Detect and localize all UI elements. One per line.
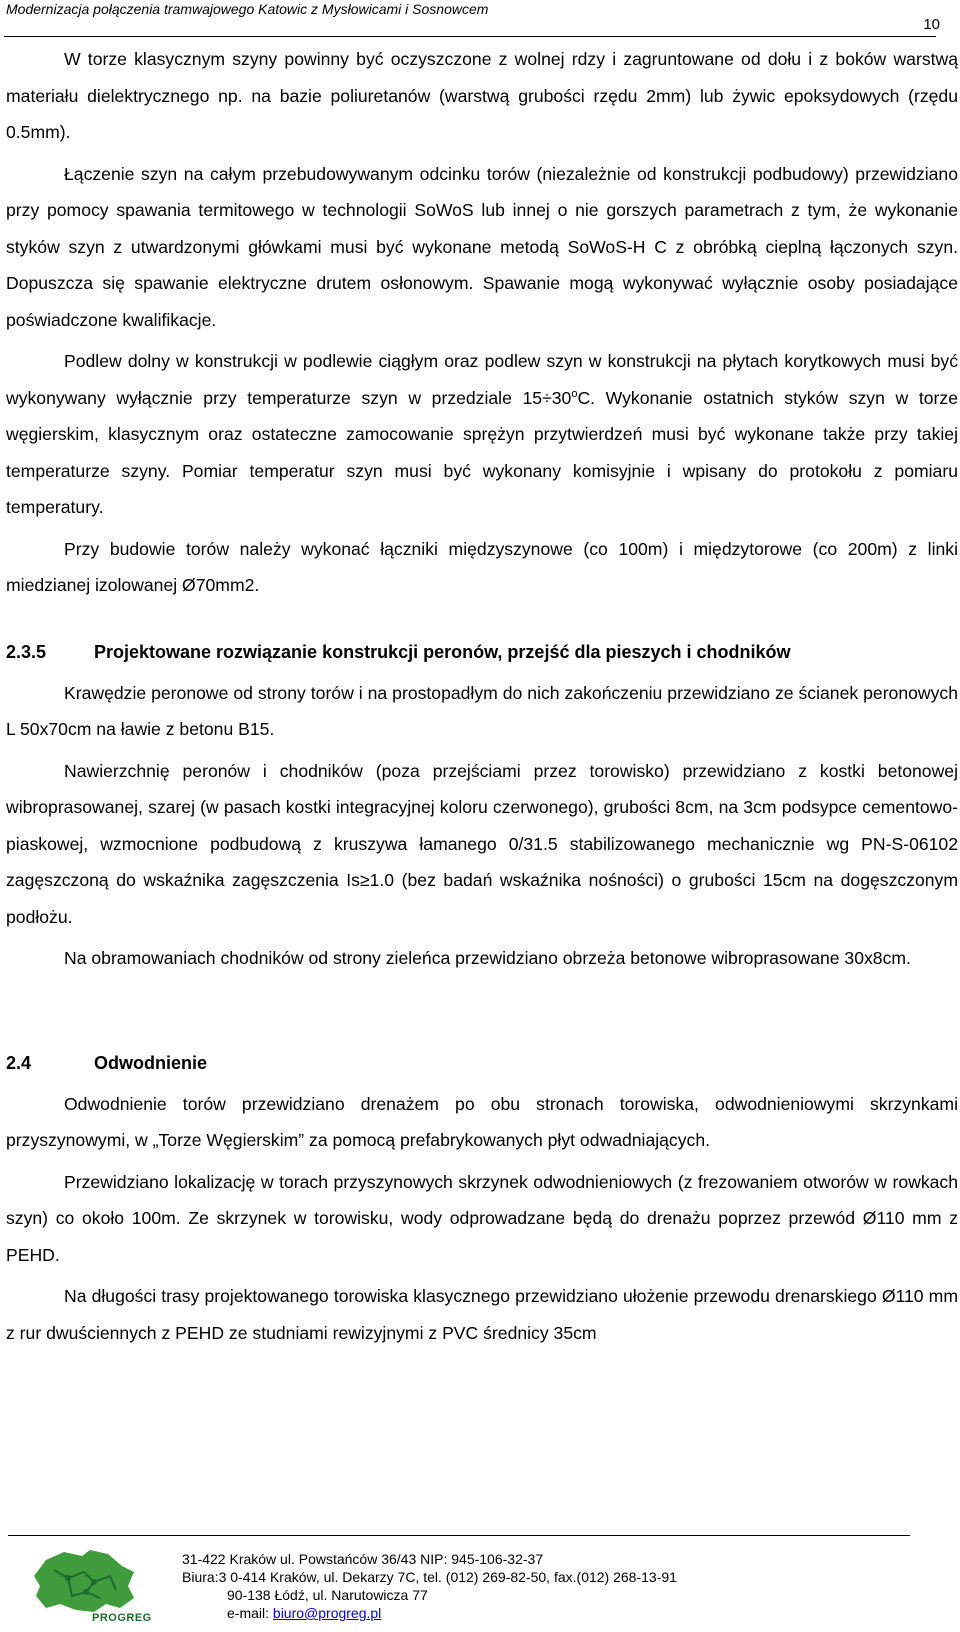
page-number: 10: [923, 16, 940, 33]
paragraph-drain-pipe: Na długości trasy projektowanego torowiska klasycznego przewidziano ułożenie przewodu drenarskiego Ø110 mm z rur dwuściennych z PEHD ze studniami rewizyjnymi z PVC średnicy 35cm: [6, 1286, 958, 1343]
paragraph-rail-coating: W torze klasycznym szyny powinny być oczyszczone z wolnej rdzy i zagruntowane od dołu i z boków warstwą materiału dielektrycznego np. na bazie poliuretanów (warstwą grubości rzędu 2mm) lub żywic epoksydowych (rzędu 0.5mm).: [6, 49, 958, 142]
paragraph-platform-surface: Nawierzchnię peronów i chodników (poza przejściami przez torowisko) przewidziano z kostki betonowej wibroprasowanej, szarej (w pasach kostki integracyjnej koloru czerwonego), grubości 8cm, na 3cm podsypce cementowo-piaskowej, wzmocnione podbudową z kruszywa łamanego 0/31.5 stabilizowanego mechanicznie wg PN-S-06102 zagęszczoną do wskaźnika zagęszczenia Is≥1.0 (bez badań wskaźnika nośności) o grubości 15cm na dogęszczonym podłożu.: [6, 760, 958, 927]
paragraph-temperature: [6, 343, 958, 526]
logo-wordmark: PROGREG: [92, 1612, 152, 1624]
section-number: 2.4: [6, 1052, 32, 1073]
footer-lodz-line: 90-138 Łódź, ul. Narutowicza 77: [227, 1587, 428, 1603]
paragraph-rail-welding: Łączenie szyn na całym przebudowywanym odcinku torów (niezależnie od konstrukcji podbudowy) przewidziano przy pomocy spawania termitowego w technologii SoWoS lub innej o nie gorszych parametrach z tym, że wykonanie styków szyn z utwardzonymi główkami musi być wykonane metodą SoWoS-H C z obróbką cieplną łączonych szyn. Dopuszcza się spawanie elektryczne drutem osłonowym. Spawanie mogą wykonywać wyłącznie osoby posiadające poświadczone kwalifikacje.: [6, 163, 958, 330]
section-heading-2-4: [6, 1045, 958, 1081]
section-number: 2.3.5: [6, 641, 47, 662]
email-label: e-mail:: [227, 1605, 273, 1621]
header-divider: [4, 36, 936, 37]
paragraph-drainage-boxes: Przewidziano lokalizację w torach przyszynowych skrzynek odwodnieniowych (z frezowaniem otworów w rowkach szyn) co około 100m. Ze skrzynek w torowisku, wody odprowadzane będą do drenażu poprzez przewód Ø110 mm z PEHD.: [6, 1171, 958, 1265]
paragraph-platform-edges: Krawędzie peronowe od strony torów i na prostopadłym do nich zakończeniu przewidziano ze ścianek peronowych L 50x70cm na ławie z betonu B15.: [6, 682, 958, 739]
section-title: Projektowane rozwiązanie konstrukcji peronów, przejść dla pieszych i chodników: [94, 641, 791, 662]
running-header-title: Modernizacja połączenia tramwajowego Katowic z Mysłowicami i Sosnowcem: [6, 1, 489, 17]
footer-email-line: [182, 1604, 782, 1622]
paragraph-connectors: Przy budowie torów należy wykonać łączniki międzyszynowe (co 100m) i międzytorowe (co 200m) z linki miedzianej izolowanej Ø70mm2.: [6, 538, 958, 595]
paragraph-temperature-part2: C. Wykonanie ostatnich styków szyn w torze węgierskim, klasycznym oraz ostateczne zamocowanie sprężyn przytwierdzeń musi być wykonane także przy takiej temperaturze szyny. Pomiar temperatur szyn musi być wykonany komisyjnie i wpisany do protokołu z pomiaru temperatury.: [6, 387, 958, 517]
footer-divider: [8, 1535, 910, 1536]
degree-superscript: o: [571, 387, 578, 400]
paragraph-drainage: Odwodnienie torów przewidziano drenażem po obu stronach torowiska, odwodnieniowymi skrzynkami przyszynowymi, w „Torze Węgierskim” za pomocą prefabrykowanych płyt odwadniających.: [6, 1093, 958, 1150]
paragraph-temperature-part1: Podlew dolny w konstrukcji w podlewie ciągłym oraz podlew szyn w konstrukcji na płytach korytkowych musi być wykonywany wyłącznie przy temperaturze szyn w przedziale 15÷30: [6, 351, 958, 408]
section-title: Odwodnienie: [94, 1052, 208, 1073]
email-link[interactable]: biuro@progreg.pl: [272, 1605, 382, 1621]
footer-offices-line: Biura:3 0-414 Kraków, ul. Dekarzy 7C, tel. (012) 269-82-50, fax.(012) 268-13-91: [182, 1569, 677, 1585]
section-heading-2-3-5: [6, 634, 958, 670]
footer-address-line: 31-422 Kraków ul. Powstańców 36/43 NIP: 945-106-32-37: [182, 1551, 544, 1567]
footer-contact: [182, 1550, 782, 1622]
document-body: [6, 41, 958, 1356]
paragraph-curbs: Na obramowaniach chodników od strony zieleńca przewidziano obrzeża betonowe wibroprasowane 30x8cm.: [64, 948, 911, 968]
